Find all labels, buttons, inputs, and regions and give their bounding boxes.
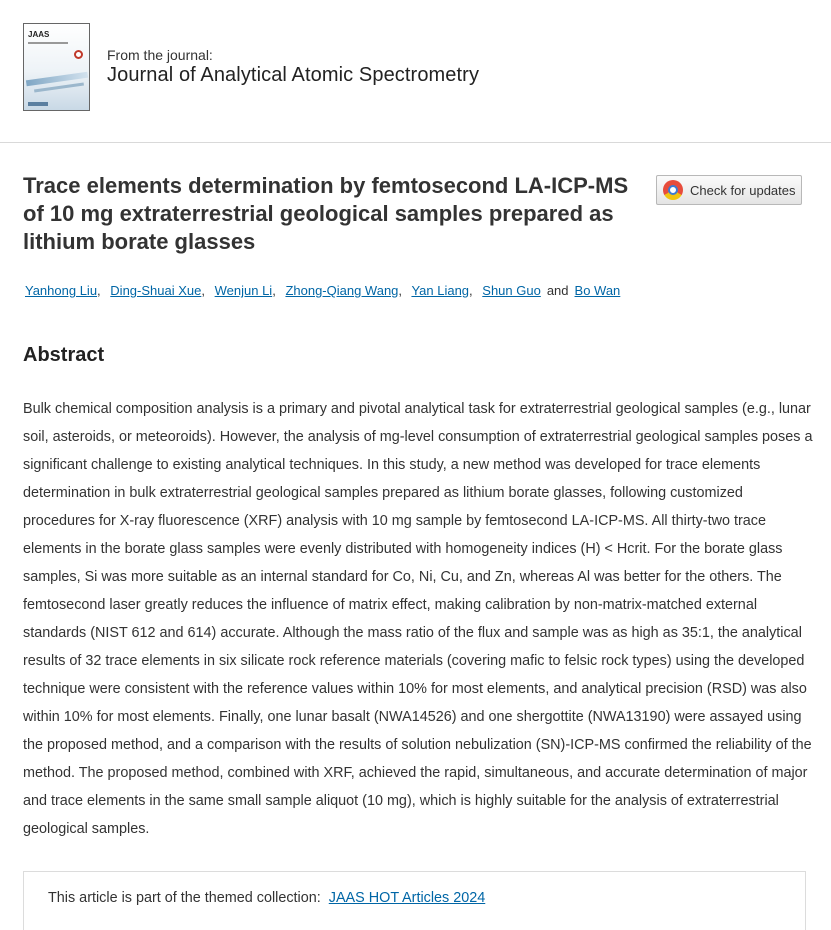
themed-collection-box [23, 871, 806, 930]
from-journal-label: From the journal: [107, 47, 213, 63]
author-link[interactable]: Bo Wan [574, 283, 621, 298]
themed-collection-prefix: This article is part of the themed collection: [48, 890, 321, 906]
author-and: and [546, 283, 569, 298]
cover-target-icon [74, 50, 83, 59]
abstract-body: Bulk chemical composition analysis is a primary and pivotal analytical task for extraterrestrial geological samples (e.g., lunar soil, asteroids, or meteoroids). However, the analysis of mg-level consumption of extraterrestrial geological samples poses a significant challenge to existing analytical techniques. In this study, a new method was developed for trace elements determination in bulk extraterrestrial geological samples prepared as lithium borate glasses, following customized procedures for X-ray fluorescence (XRF) analysis with 10 mg sample by femtosecond LA-ICP-MS. All thirty-two trace elements in the borate glass samples were evenly distributed with homogeneity indices (H) < Hcrit. For the borate glass samples, Si was more suitable as an internal standard for Co, Ni, Cu, and Zn, whereas Al was better for the others. The femtosecond laser greatly reduces the influence of matrix effect, making calibration by non-matrix-matched external standards (NIST 612 and 614) accurate. Although the mass ratio of the flux and sample was as high as 35:1, the analytical results of 32 trace elements in six silicate rock reference materials (covering mafic to felsic rock types) using the developed technique were consistent with the reference values within 10% for most elements, and analytical precision (RSD) was also within 10% for most elements. Finally, one lunar basalt (NWA14526) and one shergottite (NWA13190) were assayed using the proposed method, and a comparison with the results of solution nebulization (SN)-ICP-MS confirmed the reliability of the method. The proposed method, combined with XRF, achieved the rapid, simultaneous, and accurate determination of major and trace elements in the same small sample aliquot (10 mg), which is highly suitable for the analysis of extraterrestrial geological samples. [23, 401, 813, 837]
themed-collection-link[interactable]: JAAS HOT Articles 2024 [328, 890, 486, 906]
article-title: Trace elements determination by femtosecond LA-ICP-MS of 10 mg extraterrestrial geological samples prepared as lithium borate glasses [23, 173, 629, 254]
journal-cover-image[interactable] [23, 23, 90, 111]
author-link[interactable]: Zhong-Qiang Wang [285, 283, 399, 298]
author-separator: , [201, 283, 205, 298]
author-link[interactable]: Ding-Shuai Xue [110, 283, 202, 298]
author-list [25, 283, 620, 298]
cover-journal-abbrev: JAAS [28, 30, 50, 39]
abstract-heading: Abstract [23, 344, 105, 366]
author-separator: , [272, 283, 276, 298]
author-link[interactable]: Wenjun Li [214, 283, 273, 298]
author-separator: , [398, 283, 403, 298]
cover-publisher-mark [28, 102, 48, 106]
author-link[interactable]: Yan Liang [411, 283, 470, 298]
author-separator: , [469, 283, 473, 298]
author-link[interactable]: Yanhong Liu [25, 283, 98, 298]
themed-collection-text [48, 890, 485, 906]
journal-header [0, 0, 831, 143]
author-link[interactable]: Shun Guo [482, 283, 541, 298]
check-for-updates-button[interactable] [656, 175, 802, 205]
journal-name-link[interactable]: Journal of Analytical Atomic Spectrometry [107, 64, 480, 86]
crossmark-icon [663, 180, 683, 200]
check-for-updates-label: Check for updates [690, 182, 796, 198]
author-separator: , [97, 283, 101, 298]
cover-stripe [28, 42, 68, 44]
